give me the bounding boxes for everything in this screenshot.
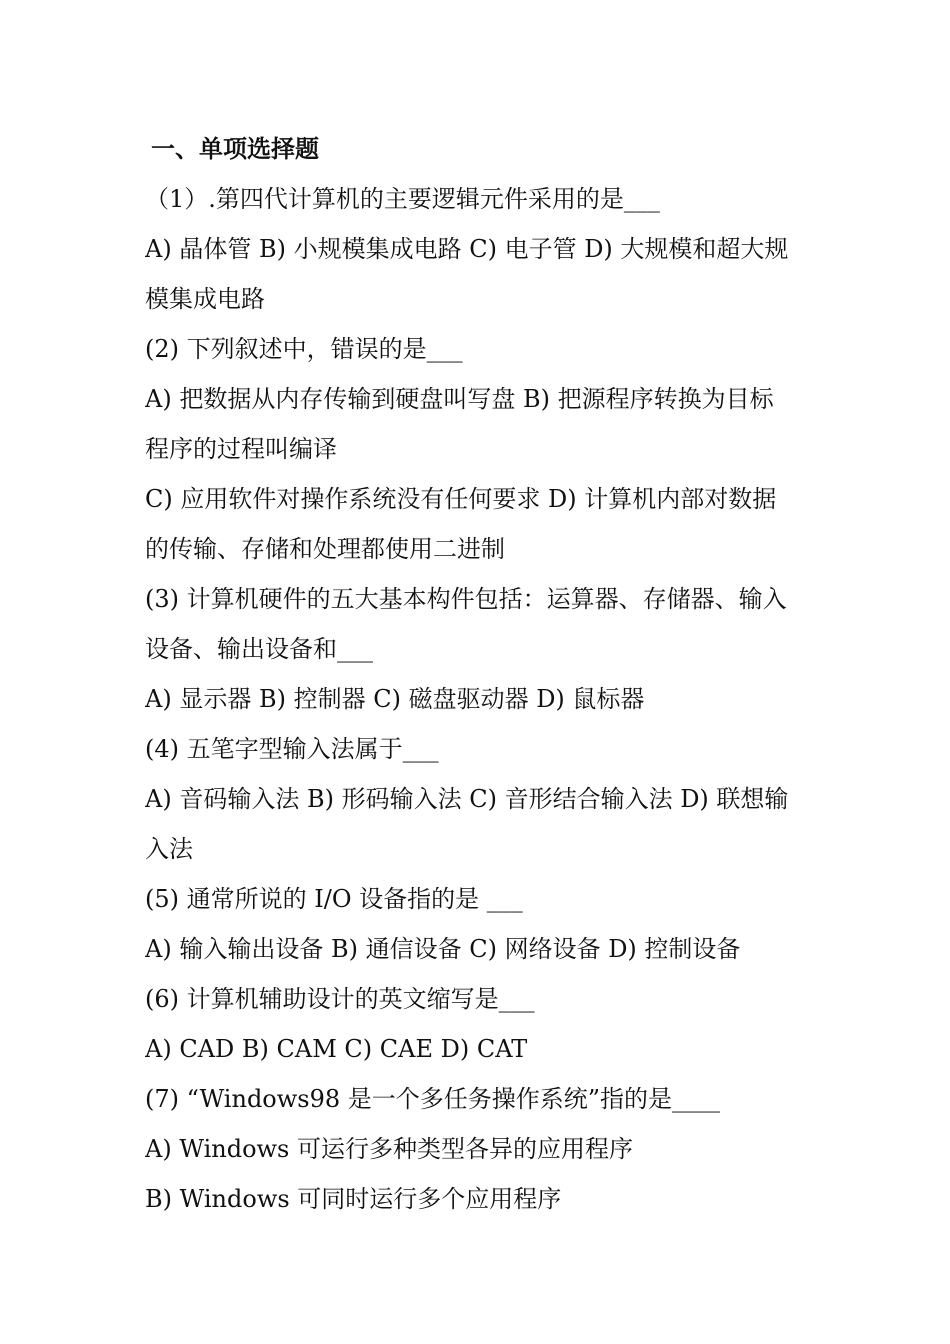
text-line: 程序的过程叫编译 [145,435,337,463]
text-line: (2) 下列叙述中，错误的是___ [145,335,463,363]
text-line: 入法 [145,835,193,863]
text-line: C) 应用软件对操作系统没有任何要求 D) 计算机内部对数据 [145,485,777,513]
text-line: (3) 计算机硬件的五大基本构件包括：运算器、存储器、输入 [145,585,787,613]
text-line: A) CAD B) CAM C) CAE D) CAT [145,1035,528,1063]
text-line: A) 晶体管 B) 小规模集成电路 C) 电子管 D) 大规模和超大规 [145,235,789,263]
text-line: (4) 五笔字型输入法属于___ [145,735,439,763]
text-line: 的传输、存储和处理都使用二进制 [145,535,505,563]
document-body [145,124,815,1224]
text-line: A) 把数据从内存传输到硬盘叫写盘 B) 把源程序转换为目标 [145,385,774,413]
text-line: A) 显示器 B) 控制器 C) 磁盘驱动器 D) 鼠标器 [145,685,645,713]
text-line: B) Windows 可同时运行多个应用程序 [145,1185,562,1213]
section-title: 一、单项选择题 [151,134,319,163]
text-line: (7) “Windows98 是一个多任务操作系统”指的是____ [145,1085,721,1113]
text-line: (5) 通常所说的 I/O 设备指的是 ___ [145,885,523,913]
text-line: 设备、输出设备和___ [145,635,373,663]
text-line: A) 音码输入法 B) 形码输入法 C) 音形结合输入法 D) 联想输 [145,785,789,813]
text-line: (6) 计算机辅助设计的英文缩写是___ [145,985,535,1013]
text-line: 模集成电路 [145,285,265,313]
text-line: A) Windows 可运行多种类型各异的应用程序 [145,1135,634,1163]
text-line: （1）.第四代计算机的主要逻辑元件采用的是___ [145,185,660,213]
text-line: A) 输入输出设备 B) 通信设备 C) 网络设备 D) 控制设备 [145,935,741,963]
